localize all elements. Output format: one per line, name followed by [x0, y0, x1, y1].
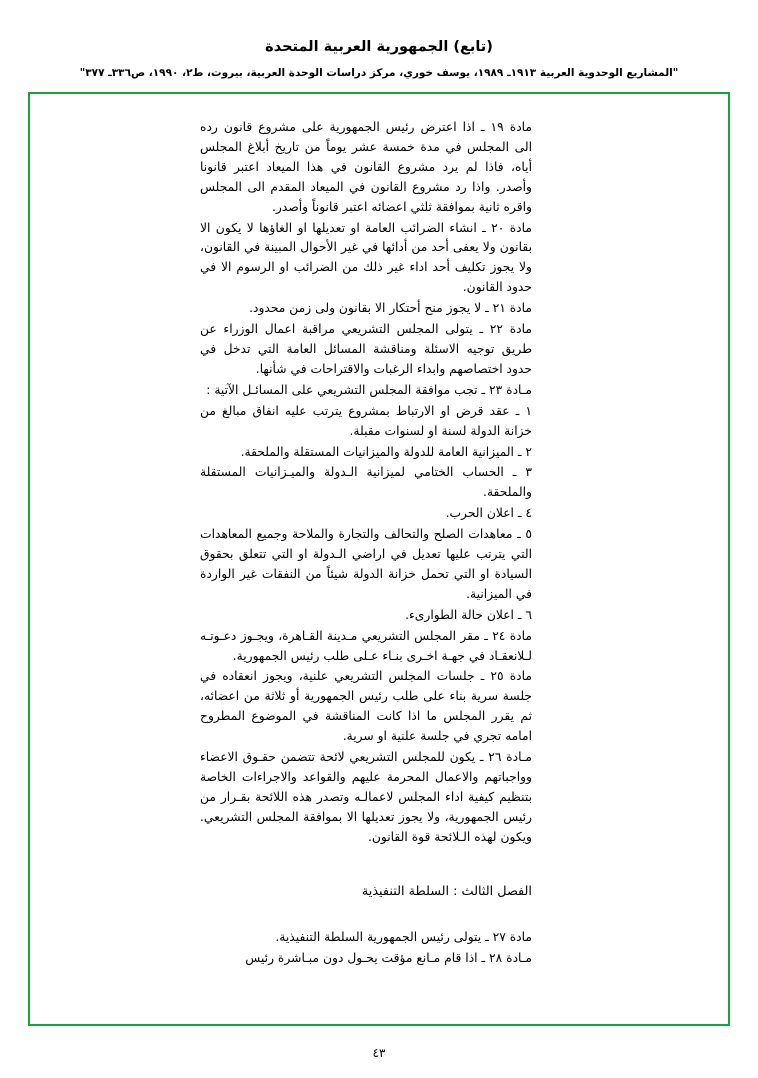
- list-item: ٥ ـ معاهدات الصلح والتحالف والتجارة والملاحة وجميع المعاهدات التي يترتب عليها تعديل في اراضي الـدولة او التي تتعلق بحقوق السيادة او التي تحمل خزانة الدولة شيئاً من النفقات غير الواردة في الميزانية.: [200, 527, 532, 601]
- article-paragraph: مادة ٢٠ ـ انشاء الضرائب العامة او تعديلها او الغاؤها لا يكون الا بقانون ولا يعفى أحد من أدائها في غير الأحوال المبينة في القانون، ولا يجوز تكليف أحد اداء غير ذلك من الضرائب او الرسوم الا في حدود القانون.: [200, 220, 532, 295]
- list-item: ٢ ـ الميزانية العامة للدولة والميزانيات المستقلة والملحقة.: [240, 444, 532, 459]
- article-paragraph: مادة ٢٢ ـ يتولى المجلس التشريعي مراقبة اعمال الوزراء عن طريق توجيه الاسئلة ومناقشة المسائل العامة التي تدخل في حدود اختصاصهم وابداء الرغبات والاقتراحات في شأنها.: [200, 322, 532, 376]
- page-title: (تابع) الجمهورية العربية المتحدة: [265, 39, 493, 55]
- content-frame-inner: [30, 94, 728, 1024]
- document-body: [200, 118, 532, 970]
- article-paragraph: مادة ١٩ ـ اذا اعترض رئيس الجمهورية على مشروع قانون رده الى المجلس في مدة خمسة عشر يوماً من تاريخ أبلاغ المجلس أياه، فاذا لم يرد مشروع القانون في هذا الميعاد اعتبر قانونا وأصدر. واذا رد مشروع القانون في الميعاد المقدم الى المجلس واقره ثانية بموافقة ثلثي اعضائه اعتبر قانوناً وأصدر.: [200, 120, 533, 214]
- article-paragraph: مـادة ٢٨ ـ اذا قام مـانع مؤقت يحـول دون مبـاشرة رئيس: [245, 951, 532, 966]
- list-item: ١ ـ عقد قرض او الارتباط بمشروع يترتب عليه انفاق مبالغ من خزانة الدولة لسنة او لسنوات مقبلة.: [200, 403, 532, 438]
- page-number: ٤٣: [372, 1046, 386, 1060]
- list-item: ٤ ـ اعلان الحرب.: [445, 506, 532, 521]
- article-paragraph: مادة ٢٥ ـ جلسات المجلس التشريعي علنية، ويجوز انعقاده في جلسة سرية بناء على طلب رئيس الجمهورية أو ثلاثة من اعضائه، ثم يقرر المجلس ما اذا كانت المناقشة في الموضوع المطروح امامه تجري في جلسة علنية او سرية.: [200, 669, 532, 744]
- page-header: [0, 0, 758, 80]
- chapter-heading: الفصل الثالث : السلطة التنفيذية: [361, 883, 532, 899]
- list-item: ٦ ـ اعلان حالة الطوارىء.: [405, 607, 532, 622]
- article-paragraph: مـادة ٢٣ ـ تجب موافقة المجلس التشريعي على المسائـل الآتية :: [206, 382, 532, 397]
- source-citation: "المشاريع الوحدوية العربية ١٩١٣ـ ١٩٨٩، يوسف خوري، مركز دراسات الوحدة العربية، بيروت، ط٢، ١٩٩٠، ص٣٣٦ـ ٣٧٧": [79, 66, 679, 79]
- article-paragraph: مادة ٢١ ـ لا يجوز منح أحتكار الا بقانون ولى زمن محدود.: [249, 301, 532, 316]
- article-paragraph: مادة ٢٤ ـ مقر المجلس التشريعي مـدينة القـاهرة، ويجـوز دعـوتـه لـلانعقـاد في جهـة اخـرى بنـاء عـلى طلب رئيس الجمهورية.: [200, 628, 532, 663]
- article-paragraph: مـادة ٢٦ ـ يكون للمجلس التشريعي لائحة تتضمن حقـوق الاعضاء وواجباتهم والاعمال المحرمة عليهم والقواعد والاجراءات الخاصة بتنظيم كيفية اداء المجلس لاعمالـه وتصدر هذه اللائحة بقـرار من رئيس الجمهورية، ولا يجوز تعديلها الا بموافقة المجلس التشريعي. ويكون لهذه الـلائحة قوة القانون.: [200, 750, 532, 844]
- content-frame: [28, 92, 730, 1026]
- list-item: ٣ ـ الحساب الختامي لميزانية الـدولة والميـزانيات المستقلة والملحقة.: [200, 465, 532, 500]
- article-paragraph: مادة ٢٧ ـ يتولى رئيس الجمهورية السلطة التنفيذية.: [275, 930, 532, 945]
